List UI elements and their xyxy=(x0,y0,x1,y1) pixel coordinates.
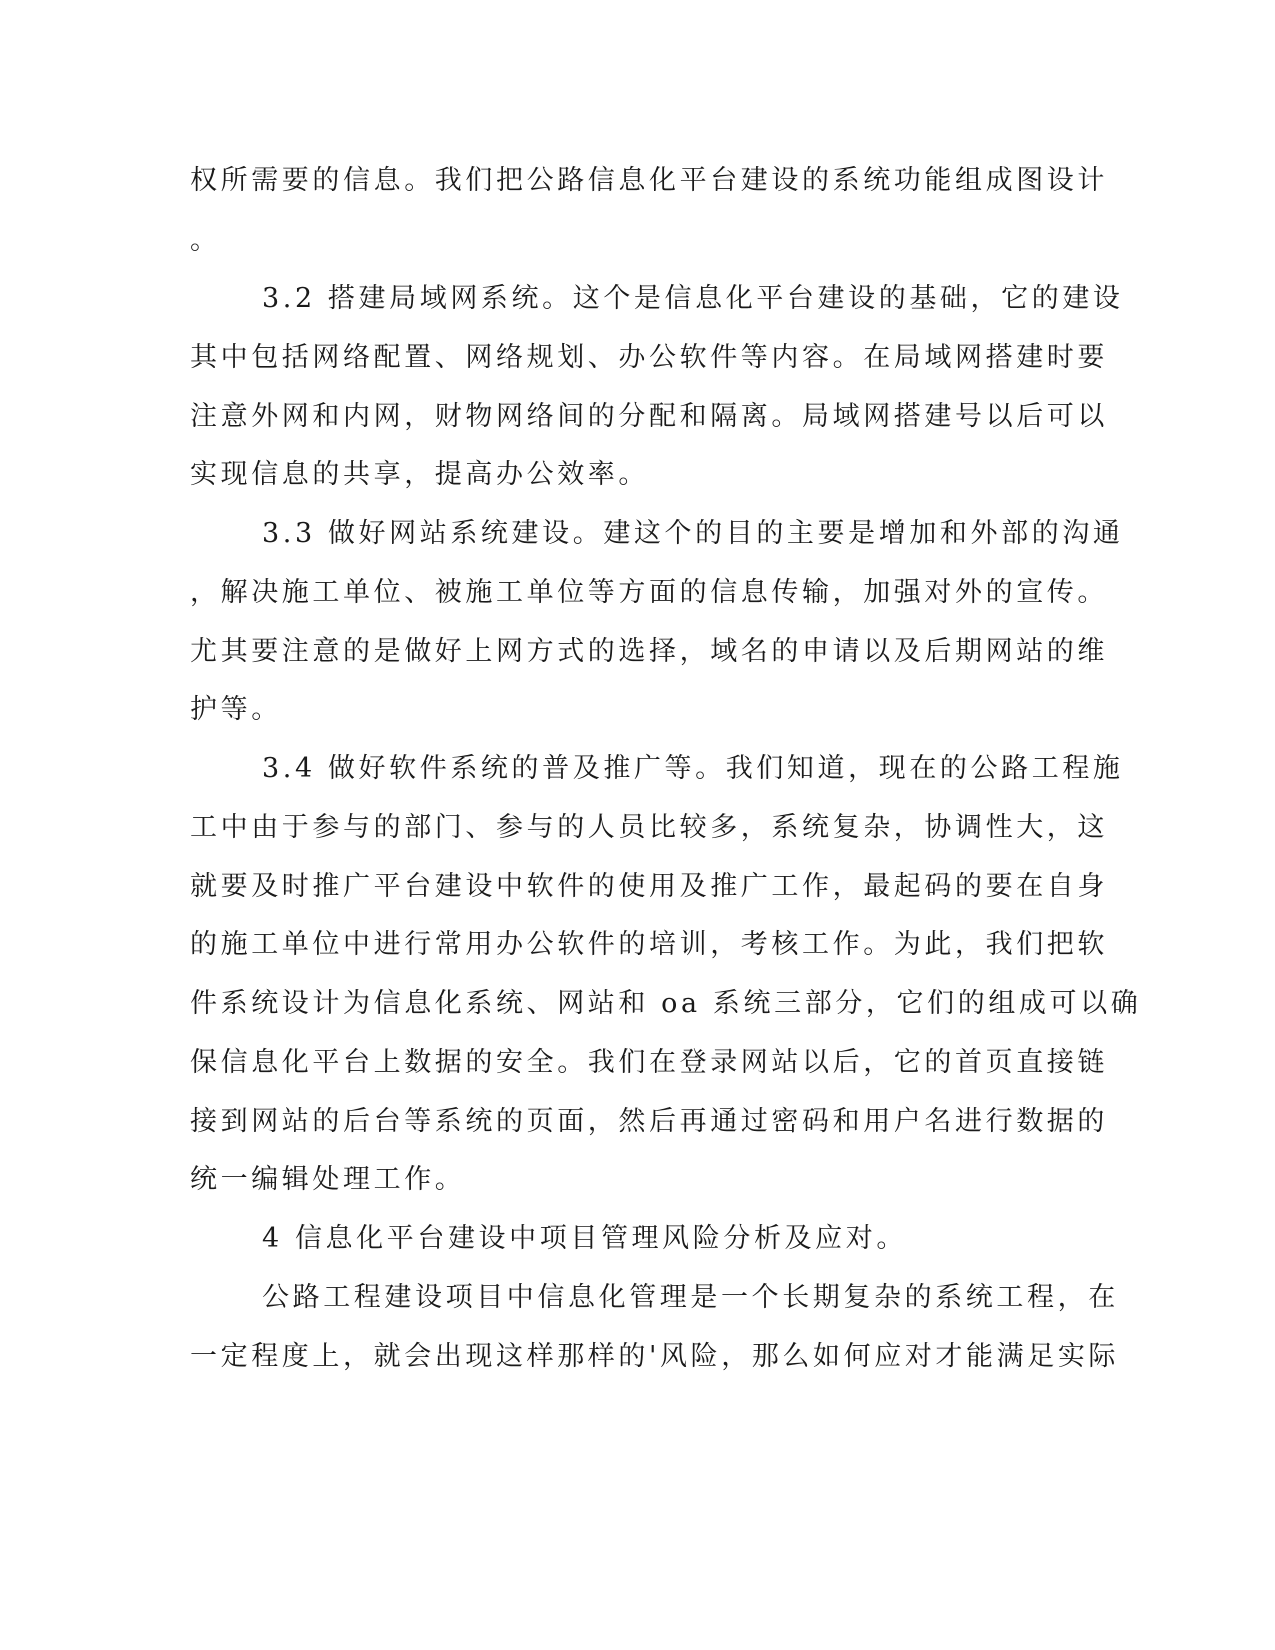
text-line: 其中包括网络配置、网络规划、办公软件等内容。在局域网搭建时要 xyxy=(190,342,1108,373)
section-heading-3-4: 3.4 做好软件系统的普及推广等。我们知道，现在的公路工程施 xyxy=(262,753,1124,784)
text-line: 件系统设计为信息化系统、网站和 oa 系统三部分，它们的组成可以确 xyxy=(190,988,1142,1019)
text-line: 接到网站的后台等系统的页面，然后再通过密码和用户名进行数据的 xyxy=(190,1106,1108,1137)
text-line: 权所需要的信息。我们把公路信息化平台建设的系统功能组成图设计 xyxy=(190,165,1108,196)
text-line: 的施工单位中进行常用办公软件的培训，考核工作。为此，我们把软 xyxy=(190,929,1108,960)
text-line: 护等。 xyxy=(190,694,282,725)
text-line: 工中由于参与的部门、参与的人员比较多，系统复杂，协调性大，这 xyxy=(190,812,1108,843)
text-line: 实现信息的共享，提高办公效率。 xyxy=(190,459,649,490)
text-line: 保信息化平台上数据的安全。我们在登录网站以后，它的首页直接链 xyxy=(190,1047,1108,1078)
text-line: 统一编辑处理工作。 xyxy=(190,1164,466,1195)
section-heading-3-2: 3.2 搭建局域网系统。这个是信息化平台建设的基础，它的建设 xyxy=(262,283,1124,314)
section-heading-3-3: 3.3 做好网站系统建设。建这个的目的主要是增加和外部的沟通 xyxy=(262,518,1124,549)
text-line: ，解决施工单位、被施工单位等方面的信息传输，加强对外的宣传。 xyxy=(190,577,1108,608)
text-line: 一定程度上，就会出现这样那样的'风险，那么如何应对才能满足实际 xyxy=(190,1341,1120,1372)
text-line: 就要及时推广平台建设中软件的使用及推广工作，最起码的要在自身 xyxy=(190,871,1108,902)
text-line: 。 xyxy=(190,225,221,256)
section-heading-4: 4 信息化平台建设中项目管理风险分析及应对。 xyxy=(262,1223,907,1254)
text-line: 公路工程建设项目中信息化管理是一个长期复杂的系统工程，在 xyxy=(262,1282,1119,1313)
text-line: 尤其要注意的是做好上网方式的选择，域名的申请以及后期网站的维 xyxy=(190,636,1108,667)
text-line: 注意外网和内网，财物网络间的分配和隔离。局域网搭建号以后可以 xyxy=(190,401,1108,432)
